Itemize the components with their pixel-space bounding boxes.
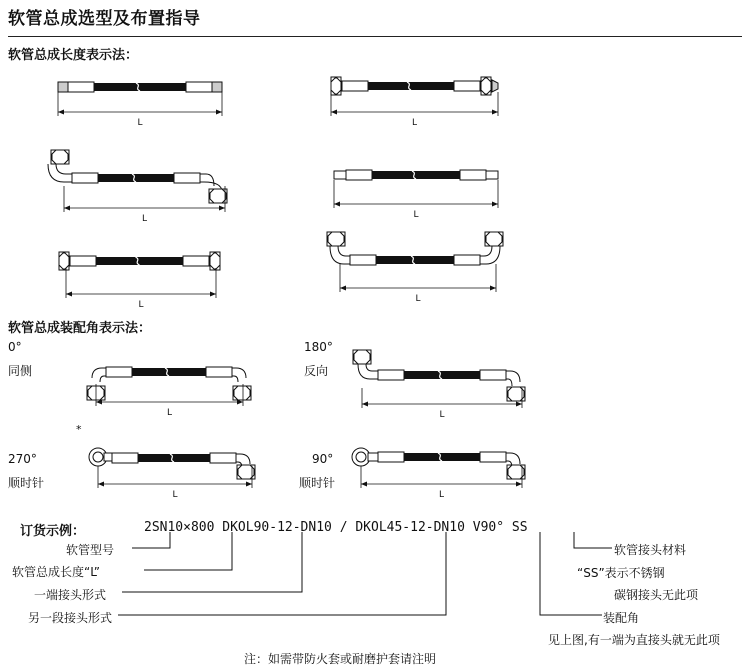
leader-hose-model	[132, 532, 170, 548]
code-material: SS	[511, 520, 528, 535]
code-end2: DKOL45-12-DN10	[355, 520, 465, 535]
code-times: ×	[183, 520, 191, 535]
angle-180-degree: 180°	[304, 340, 333, 354]
code-length: 800	[190, 520, 215, 535]
label-carbon-steel: 碳钢接头无此项	[614, 588, 699, 602]
label-fitting-material: 软管接头材料	[614, 543, 687, 557]
dimension-label: L	[411, 118, 418, 128]
angle-90-desc: 顺时针	[299, 476, 336, 490]
angle-0-desc: 同侧	[8, 364, 33, 378]
label-assembly-angle: 装配角	[603, 611, 640, 625]
fitting-nut-vertical	[485, 232, 503, 246]
code-hose-model: 2SN10	[144, 520, 184, 535]
hose-angle-180	[378, 370, 506, 380]
fitting-nut-vertical	[51, 150, 69, 164]
code-slash: /	[339, 520, 348, 535]
dim-angle-90	[361, 466, 522, 500]
dim-fig-5	[66, 268, 216, 310]
hose-fig-5	[70, 256, 209, 266]
angle-90-degree: 90°	[312, 452, 334, 466]
dimension-label: L	[439, 410, 445, 420]
hose-angle-0	[106, 367, 232, 377]
fitting-nut	[59, 252, 69, 270]
order-heading: 订货示例：	[20, 524, 86, 539]
leader-end1	[122, 532, 302, 592]
fitting-nut	[210, 252, 220, 270]
angle-270-degree: 270°	[8, 452, 37, 466]
fitting-nut-vertical	[353, 350, 371, 364]
dimension-label: L	[438, 490, 445, 500]
dimension-label: L	[166, 408, 173, 418]
leader-angle	[540, 532, 602, 615]
leader-material	[574, 532, 612, 548]
angle-270-desc: 顺时针	[8, 476, 45, 490]
page-title: 软管总成选型及布置指导	[8, 9, 201, 29]
hose-fig-4	[346, 170, 486, 180]
label-ss-stainless: “SS”表示不锈钢	[577, 566, 665, 580]
angle-180-desc: 反向	[304, 364, 329, 378]
dim-fig-2	[331, 92, 498, 128]
code-end1: DKOL90-12-DN10	[222, 520, 332, 535]
leader-end2	[118, 532, 446, 615]
dim-angle-270	[98, 466, 252, 500]
label-hose-model: 软管型号	[66, 543, 115, 557]
angle-0-degree: 0°	[8, 340, 22, 354]
fitting-nut-vertical	[327, 232, 345, 246]
hose-angle-90	[378, 452, 506, 462]
dim-fig-4	[334, 180, 498, 220]
label-see-figure: 见上图,有一端为直接头就无此项	[548, 633, 720, 647]
footnote: 注：如需带防火套或耐磨护套请注明	[244, 652, 437, 666]
asterisk-mark: *	[76, 423, 82, 436]
fitting-nut	[481, 77, 491, 95]
label-assembly-length: 软管总成长度“L”	[12, 565, 100, 579]
dim-angle-0	[96, 384, 243, 418]
hose-fig-3	[72, 173, 200, 183]
section-length-heading: 软管总成长度表示法：	[8, 48, 139, 63]
dim-fig-6	[340, 264, 496, 304]
dimension-label: L	[137, 118, 143, 128]
code-angle: V90°	[472, 520, 505, 535]
hose-angle-270	[112, 453, 236, 463]
dimension-label: L	[172, 490, 178, 500]
dim-fig-1	[58, 92, 222, 128]
hose-fig-2	[342, 81, 480, 91]
dimension-label: L	[413, 210, 419, 220]
fitting-nut-vertical	[209, 189, 227, 203]
fitting-nut	[331, 77, 341, 95]
dim-angle-180	[362, 388, 522, 420]
hose-fig-1	[68, 82, 212, 92]
section-angle-heading: 软管总成装配角表示法：	[8, 321, 152, 336]
label-end-type-1: 一端接头形式	[34, 588, 107, 602]
dimension-label: L	[415, 294, 421, 304]
dimension-label: L	[141, 214, 148, 224]
dimension-label: L	[138, 300, 144, 310]
leader-length	[144, 532, 232, 570]
label-end-type-2: 另一段接头形式	[28, 611, 113, 625]
dim-fig-3	[64, 186, 225, 224]
hose-fig-6	[350, 255, 480, 265]
fitting-nut-vertical	[233, 386, 251, 400]
